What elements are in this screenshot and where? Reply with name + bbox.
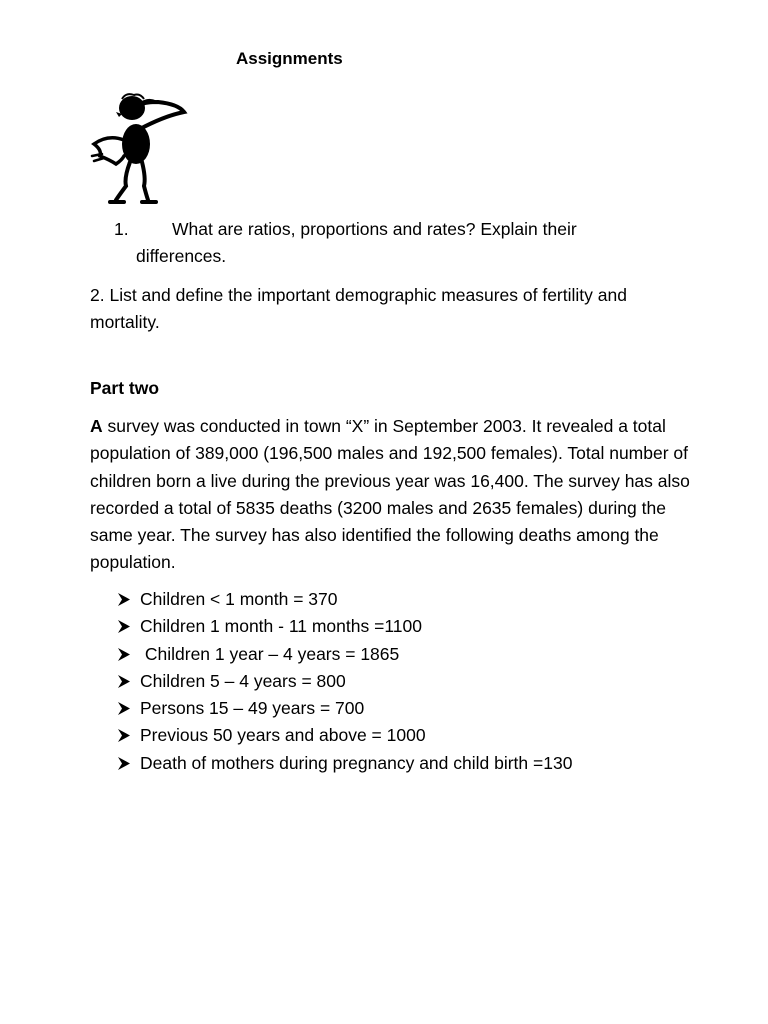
list-item	[116, 668, 716, 695]
question-1-line-2: differences.	[136, 246, 227, 266]
question-1	[90, 216, 690, 270]
list-item	[116, 722, 716, 749]
list-item-text: Persons 15 – 49 years = 700	[140, 698, 365, 719]
list-item-text: Children < 1 month = 370	[140, 589, 338, 609]
paragraph-text: survey was conducted in town “X” in September 2003. It revealed a total population of 389,000 (196,500 males and 192,500 females). Total number of children born a live during the previous year was 16,400. The survey has also recorded a total of 5835 deaths (3200 males and 2635 females) during the same year. The survey has also identified the following deaths among the population.	[90, 416, 690, 573]
list-item	[116, 586, 716, 613]
question-1-number: 1.	[114, 219, 129, 239]
list-item	[116, 613, 716, 640]
question-1-line-1: What are ratios, proportions and rates? Explain their	[172, 219, 577, 239]
list-item-text: Children 5 – 4 years = 800	[140, 670, 346, 691]
list-item	[116, 750, 716, 777]
question-2: 2. List and define the important demographic measures of fertility and mortality.	[90, 285, 627, 332]
paragraph-lead-word: A	[90, 416, 103, 436]
list-item-text: Previous 50 years and above = 1000	[140, 725, 426, 746]
survey-paragraph	[90, 413, 690, 577]
list-item-text: Children 1 year – 4 years = 1865	[140, 643, 400, 664]
list-item-text: Death of mothers during pregnancy and child birth =130	[140, 752, 573, 773]
list-item-text: Children 1 month - 11 months =1100	[140, 616, 422, 637]
thinking-stick-figure-icon	[86, 90, 190, 208]
deaths-list	[116, 586, 716, 777]
page-title: Assignments	[236, 49, 343, 68]
part-two-heading: Part two	[90, 378, 160, 398]
list-item	[116, 695, 716, 722]
list-item	[116, 641, 716, 668]
